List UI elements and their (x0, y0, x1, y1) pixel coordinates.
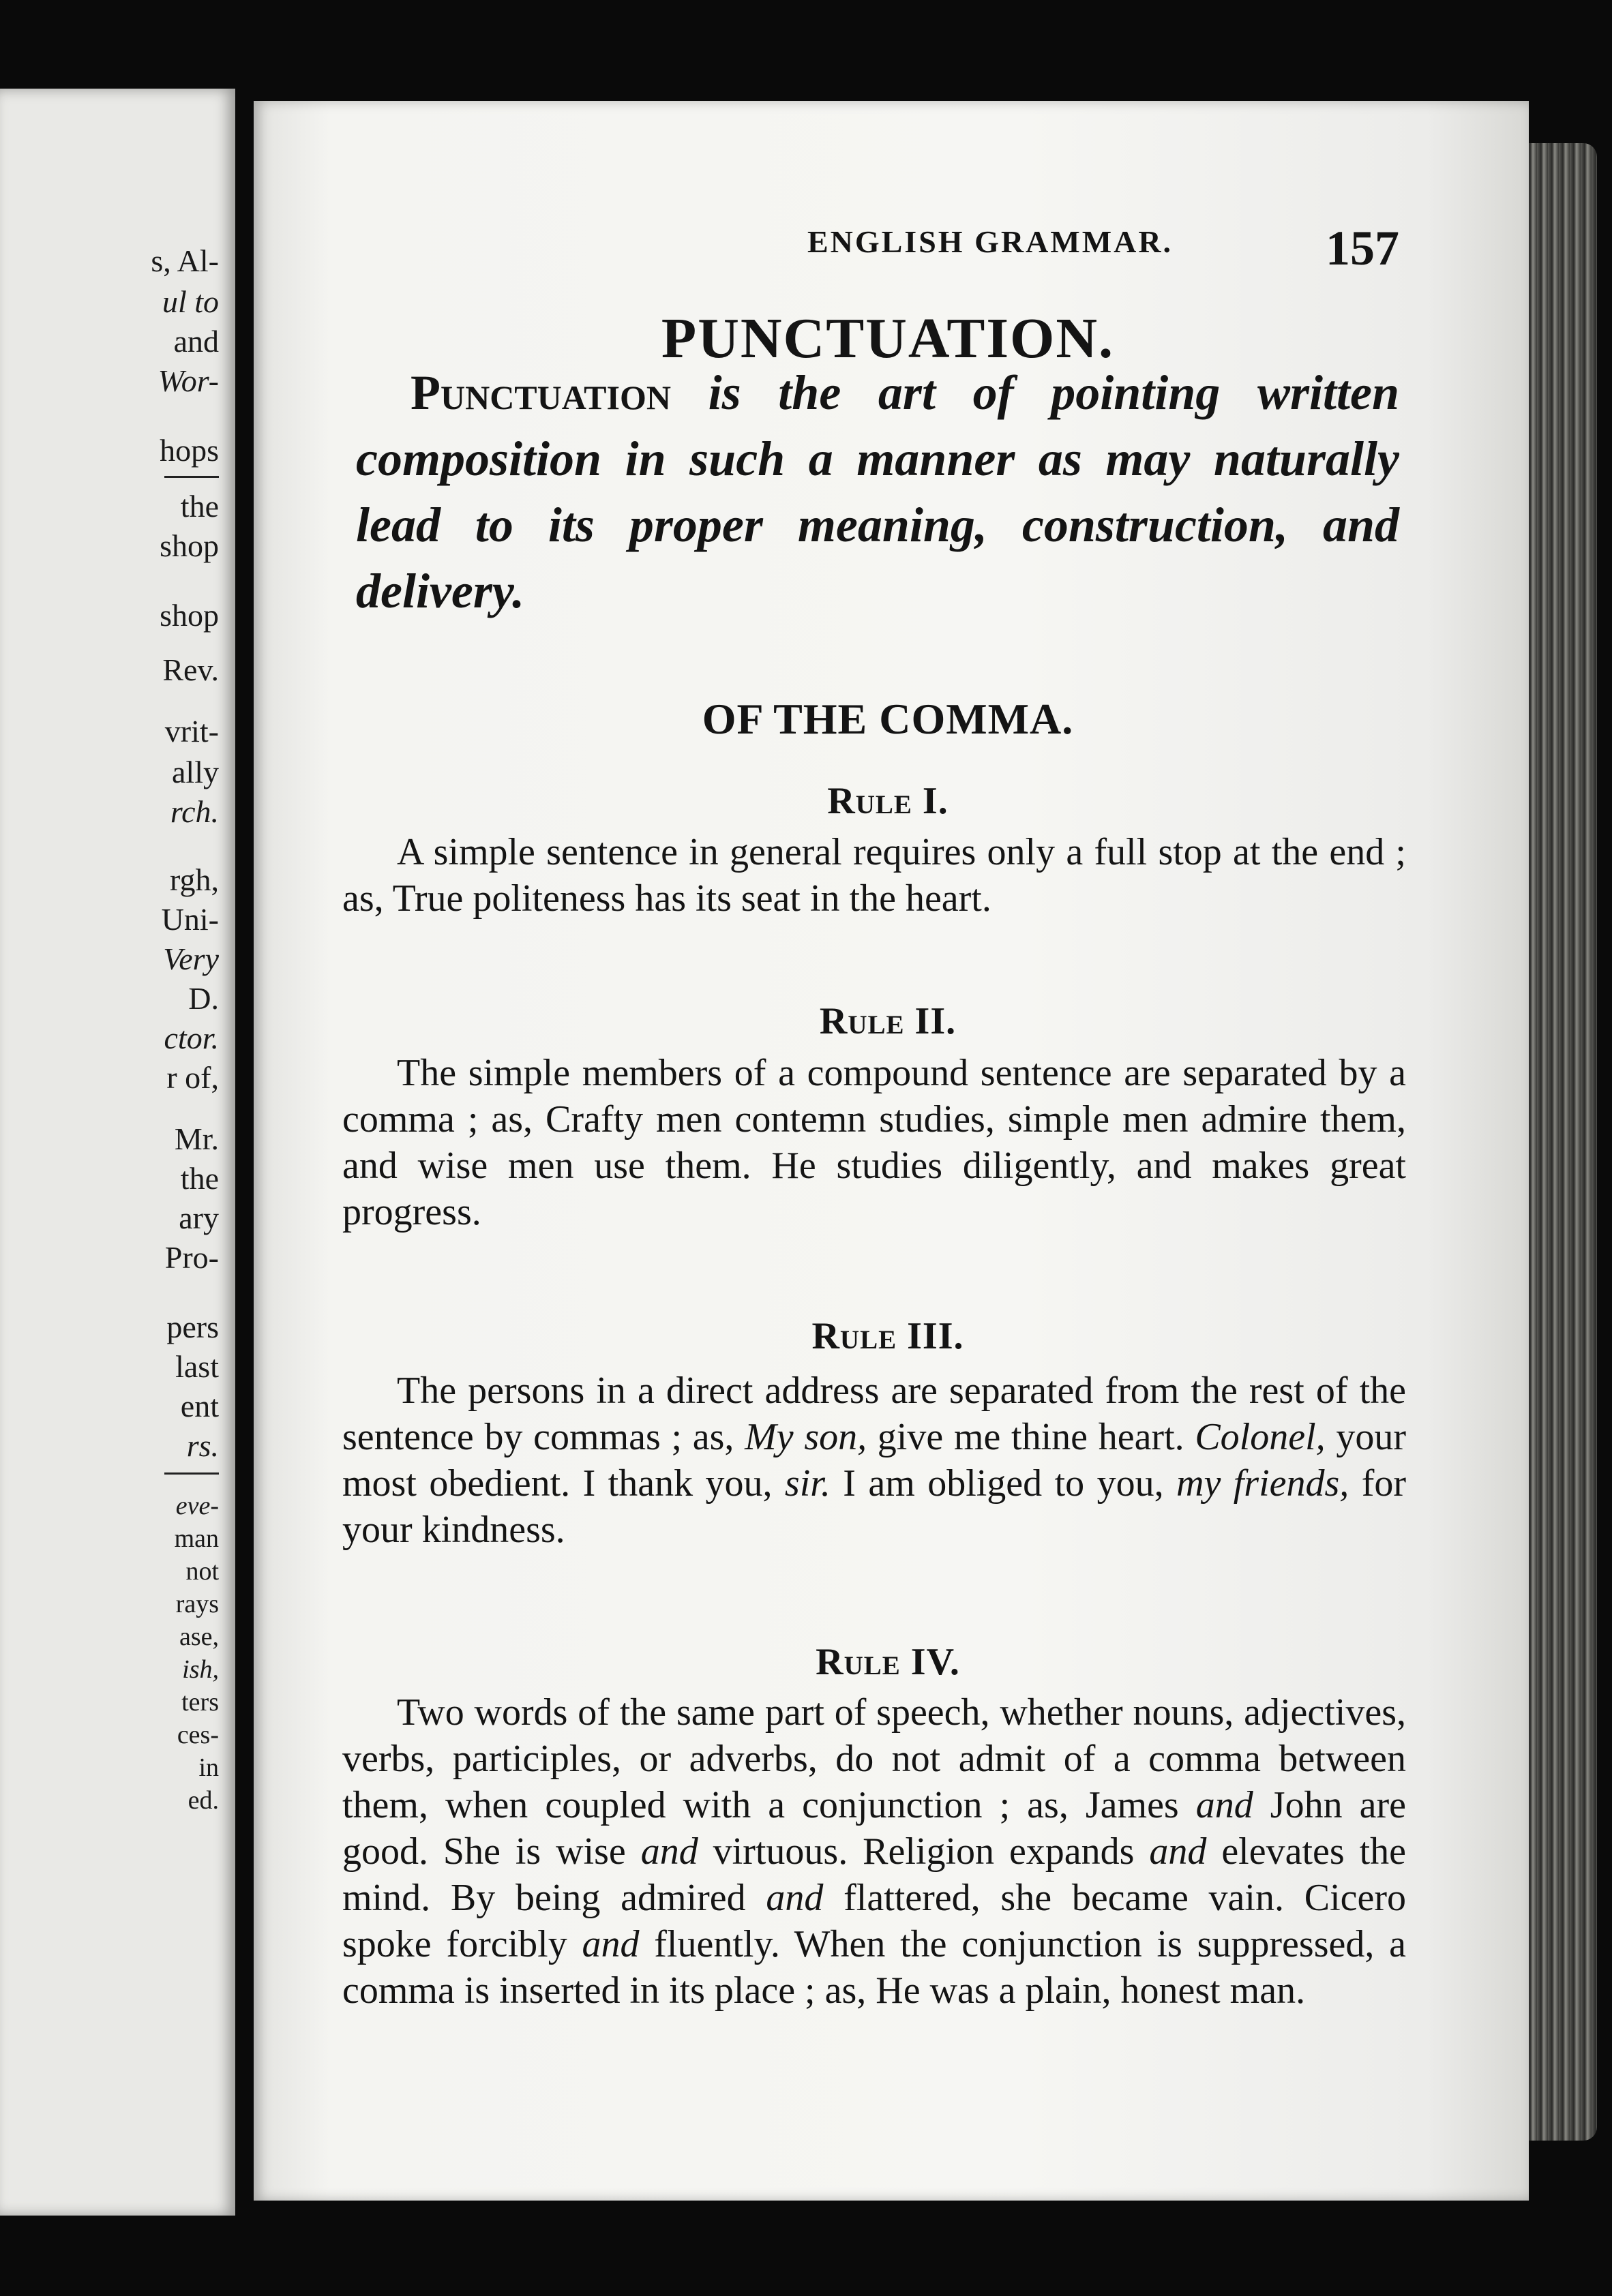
italic-example: my friends, (1176, 1462, 1349, 1505)
italic-example: and (582, 1923, 640, 1965)
rule-text: fluently. When the conjunction is suppressed, a comma is inserted in its place ; as, He was a plain, honest man. (342, 1923, 1406, 2012)
previous-page-text-fragment: Mr. (174, 1121, 219, 1156)
previous-page-text-fragment: ters (181, 1688, 219, 1717)
previous-page-text-fragment: D. (188, 981, 219, 1016)
previous-page-text-fragment: rch. (170, 794, 219, 829)
rule-text: A simple sentence in general requires only a full stop at the end ; as, True politeness has its seat in the heart. (342, 831, 1406, 920)
italic-example: and (766, 1877, 824, 1919)
rule-body (342, 1689, 1406, 2014)
previous-page-text-fragment: man (174, 1524, 219, 1553)
definition-lead: Punctuation (411, 365, 671, 420)
rule-text: John are good. She is wise (342, 1784, 1406, 1873)
divider (164, 476, 219, 478)
previous-page-text-fragment: ctor. (164, 1021, 219, 1055)
italic-example: and (1195, 1784, 1253, 1826)
previous-page-text-fragment: shop (160, 528, 219, 563)
previous-page-text-fragment: the (180, 489, 219, 524)
previous-page-text-fragment: Rev. (162, 652, 219, 687)
comma-subheading: OF THE COMMA. (702, 695, 1074, 743)
previous-page-text-fragment: Pro- (164, 1240, 219, 1275)
rule-text: give me thine heart. (867, 1416, 1195, 1458)
previous-page-text-fragment: ally (172, 755, 219, 789)
previous-page-text-fragment: ase, (179, 1622, 219, 1651)
previous-page-text-fragment: last (175, 1349, 219, 1384)
previous-page-text-fragment: shop (160, 598, 219, 633)
previous-page-text-fragment: Very (163, 941, 219, 976)
running-head: ENGLISH GRAMMAR. (807, 224, 1174, 259)
previous-page-text-fragment: ary (179, 1200, 219, 1235)
previous-page-fragment (0, 89, 235, 2216)
previous-page-text-fragment: r of, (166, 1060, 219, 1095)
previous-page-text-fragment: in (198, 1753, 219, 1782)
page-number: 157 (1326, 221, 1399, 275)
previous-page-text-fragment: ces- (177, 1721, 219, 1749)
previous-page-text-fragment: not (185, 1557, 219, 1586)
rule-text: virtuous. Religion expands (698, 1830, 1150, 1873)
rule-heading: Rule III. (811, 1315, 964, 1357)
italic-example: and (640, 1830, 698, 1873)
rule-text: I am obliged to you, (830, 1462, 1176, 1505)
previous-page-text-fragment: eve- (175, 1492, 219, 1520)
rule-body (342, 829, 1406, 922)
previous-page-text-fragment: rgh, (170, 862, 219, 897)
divider (164, 1472, 219, 1475)
rule-heading: Rule IV. (816, 1641, 960, 1683)
previous-page-text-fragment: Wor- (158, 363, 219, 398)
italic-example: Colonel, (1195, 1416, 1326, 1458)
rule-text: elevates the mind. By being admired (342, 1830, 1406, 1919)
italic-example: sir. (784, 1462, 831, 1505)
definition-text: is the art of pointing written composition in such a manner as may naturally lead to its proper meaning, construction, and delivery. (356, 365, 1399, 618)
section-title: PUNCTUATION. (661, 307, 1115, 370)
rule-text: for your kindness. (342, 1462, 1407, 1551)
italic-example: and (1149, 1830, 1207, 1873)
rule-heading: Rule II. (819, 1000, 957, 1042)
rule-body (342, 1050, 1406, 1235)
italic-example: My son, (745, 1416, 867, 1458)
rule-text: your most obedient. I thank you, (342, 1416, 1407, 1505)
previous-page-text-fragment: Uni- (161, 902, 219, 937)
previous-page-text-fragment: ish, (182, 1655, 219, 1684)
rule-text: Two words of the same part of speech, whether nouns, adjectives, verbs, participles, or adverbs, do not admit of a comma between them, when coupled with a conjunction ; as, James (342, 1691, 1406, 1826)
punctuation-definition (356, 360, 1399, 624)
previous-page-text-fragment: hops (160, 433, 219, 468)
previous-page-text-fragment: pers (166, 1310, 219, 1344)
previous-page-text-fragment: ent (180, 1389, 219, 1423)
rule-text: flattered, she became vain. Cicero spoke forcibly (342, 1877, 1406, 1965)
rule-body (342, 1368, 1406, 1553)
rule-text: The simple members of a compound sentence are separated by a comma ; as, Crafty men contemn studies, simple men admire them, and wise men use them. He studies diligently, and makes great progress. (342, 1052, 1406, 1233)
previous-page-text-fragment: ed. (188, 1786, 219, 1815)
rule-text: The persons in a direct address are separated from the rest of the sentence by commas ; as, (342, 1370, 1406, 1458)
previous-page-text-fragment: rs. (186, 1428, 219, 1463)
previous-page-text-fragment: rays (175, 1590, 219, 1618)
rule-heading: Rule I. (827, 780, 949, 822)
previous-page-text-fragment: ul to (162, 284, 219, 319)
previous-page-text-fragment: vrit- (164, 714, 219, 749)
previous-page-text-fragment: and (173, 324, 219, 359)
previous-page-text-fragment: s, Al- (151, 243, 219, 278)
previous-page-text-fragment: the (180, 1161, 219, 1196)
book-page (254, 101, 1529, 2201)
